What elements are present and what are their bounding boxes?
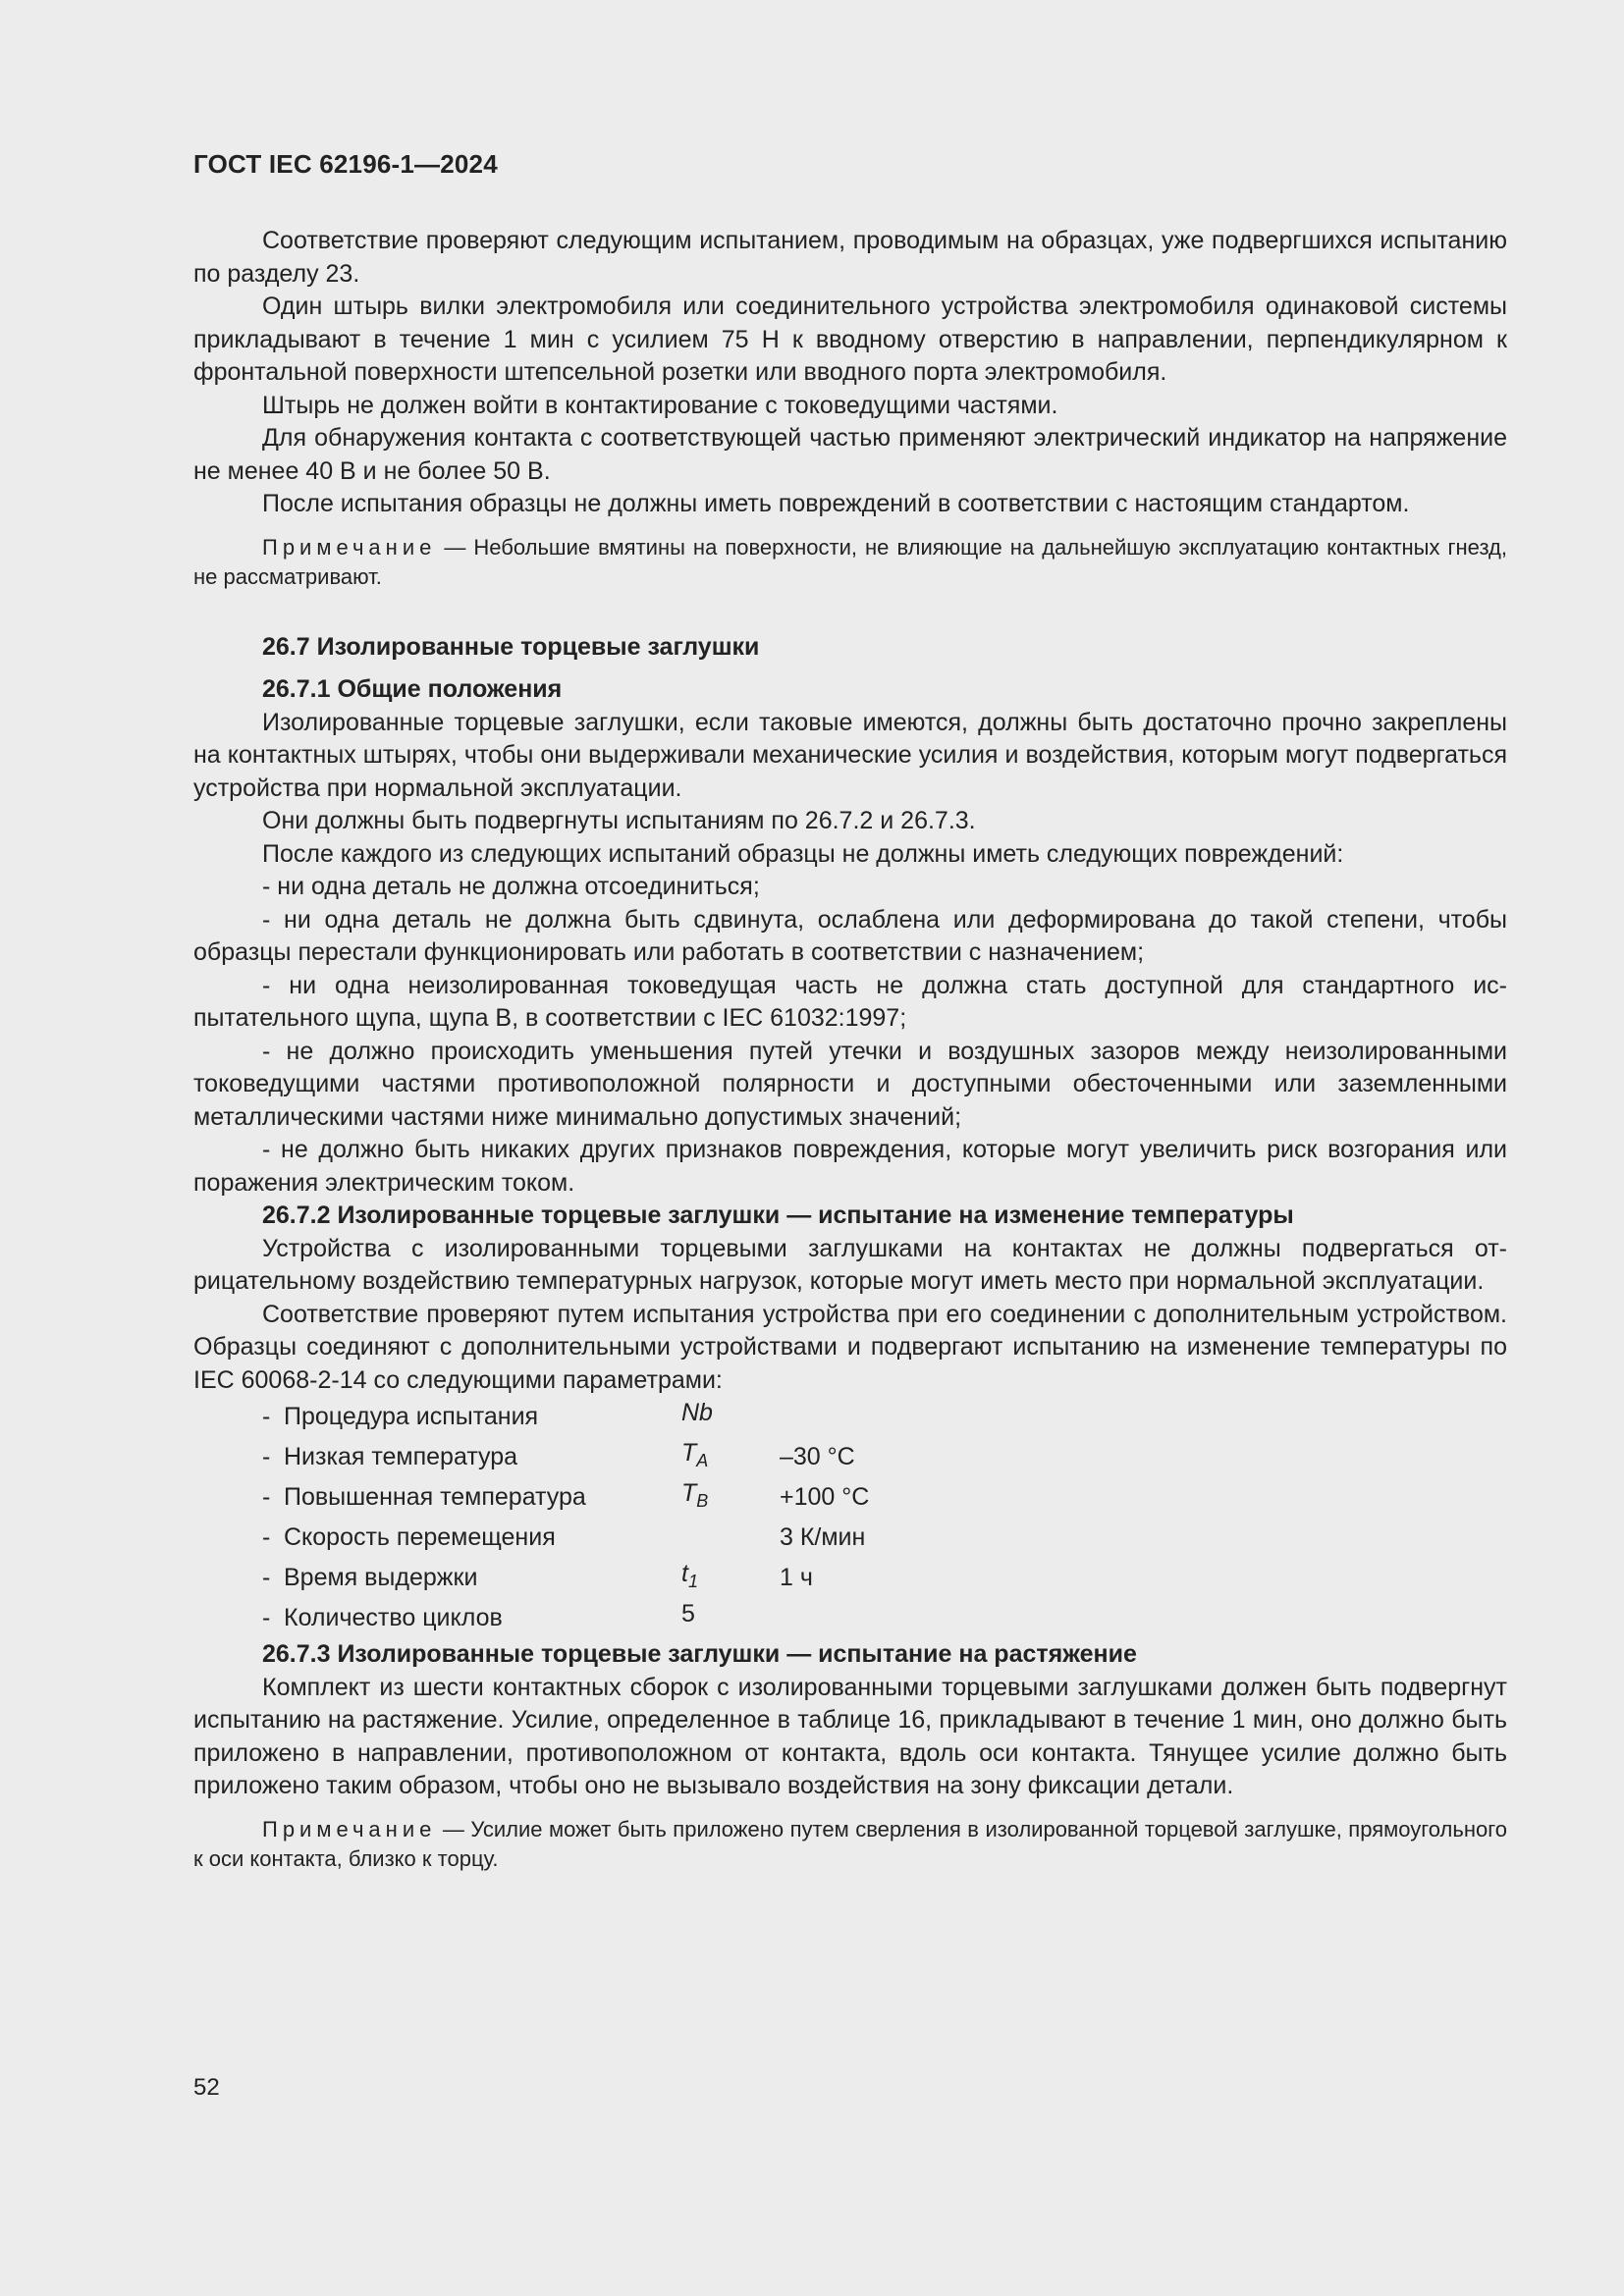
parameter-value: +100 °С [780, 1482, 870, 1511]
note [193, 1815, 1507, 1874]
list-dash: - [262, 1563, 271, 1591]
paragraph: Соответствие проверяют следующим испытанием, проводимым на образцах, уже подвергшихся испытанию по разделу 23. [193, 227, 1507, 288]
paragraph: Комплект из шести контактных сборок с изолированными торцевыми заглушками должен быть подвергнут испытанию на растяжение. Усилие, определенное в таблице 16, прикладывают в течение 1 мин, оно должно быть приложено в направлении, противоположном от контакта, вдоль оси контакта. Тянущее усилие должно быть приложено таким образом, чтобы оно не вызывало воздействия на зону фиксации детали. [193, 1673, 1507, 1799]
parameter-row [262, 1598, 1507, 1638]
parameter-name: Повышенная температура [284, 1482, 586, 1511]
page-number: 52 [193, 2074, 220, 2101]
parameter-list [262, 1397, 1507, 1638]
note-text: — Усилие может быть приложено путем сверления в изолированной торцевой заглушке, прямоугольного к оси контакта, близко к торцу. [193, 1816, 1507, 1871]
parameter-row [262, 1518, 1507, 1558]
page-content [193, 225, 1507, 1874]
parameter-row [262, 1477, 1507, 1518]
paragraph: После испытания образцы не должны иметь повреждений в соответствии с настоящим стандартом. [262, 490, 1410, 517]
paragraph: Они должны быть подвергнуты испытаниям по 26.7.2 и 26.7.3. [262, 807, 976, 834]
paragraph: Устройства с изолированными торцевыми заглушками на контактах не должны подвергаться отрицательному воздействию температурных нагрузок, которые могут иметь место при нормальной эксплуатации. [193, 1234, 1507, 1295]
list-dash: - [262, 1402, 271, 1430]
parameter-value: 1 ч [780, 1563, 813, 1591]
paragraph: Для обнаружения контакта с соответствующей частью применяют электрический индикатор на напряжение не менее 40 В и не более 50 В. [193, 424, 1507, 485]
list-dash: - [262, 1603, 271, 1631]
parameter-row [262, 1437, 1507, 1477]
parameter-symbol: Nb [681, 1398, 713, 1426]
parameter-row [262, 1558, 1507, 1598]
list-dash: - [262, 1442, 271, 1470]
parameter-symbol: $T_A$ [681, 1438, 709, 1470]
paragraph: Один штырь вилки электромобиля или соединительного устройства электромобиля одинаковой системы прикладывают в течение 1 мин с усилием 75 Н к вводному отверстию в направлении, перпендикулярном к фронтальной поверхности штепсельной розетки или вводного порта электромобиля. [193, 293, 1507, 386]
note-text: — Небольшие вмятины на поверхности, не влияющие на дальнейшую эксплуатацию контактных гнезд, не рассматривают. [193, 534, 1507, 589]
note-label: Примечание [262, 534, 437, 560]
paragraph: Изолированные торцевые заглушки, если таковые имеются, должны быть достаточно прочно закреплены на контактных штырях, чтобы они выдерживали механические усилия и воздействия, которым могут подвергаться устройства при нормальной эксплуатации. [193, 708, 1507, 802]
subsection-heading: 26.7.2 Изолированные торцевые заглушки — испытание на изменение температуры [262, 1201, 1294, 1229]
list-item: - не должно происходить уменьшения путей утечки и воздушных зазоров между неизолированными токоведущими частями противоположной полярности и доступными обесточенными или заземленными металлическими частями ниже минимально допустимых значений; [193, 1037, 1507, 1131]
parameter-row [262, 1397, 1507, 1437]
parameter-name: Скорость перемещения [284, 1522, 556, 1551]
subsection-heading: 26.7.3 Изолированные торцевые заглушки — испытание на растяжение [262, 1640, 1137, 1668]
parameter-symbol: $T_B$ [681, 1478, 709, 1511]
list-dash: - [262, 1522, 271, 1551]
parameter-value: –30 °С [780, 1442, 855, 1470]
paragraph: Штырь не должен войти в контактирование с токоведущими частями. [262, 391, 1058, 419]
parameter-name: Количество циклов [284, 1603, 503, 1631]
parameter-name: Низкая температура [284, 1442, 518, 1470]
paragraph: После каждого из следующих испытаний образцы не должны иметь следующих повреждений: [262, 839, 1344, 868]
parameter-symbol: $t_1$ [681, 1559, 698, 1591]
list-item: - ни одна деталь не должна быть сдвинута, ослаблена или деформирована до такой степени, чтобы образцы перестали функционировать или работать в соответствии с назначением; [193, 905, 1507, 966]
parameter-name: Время выдержки [284, 1563, 478, 1591]
paragraph: Соответствие проверяют путем испытания устройства при его соединении с дополнительным устройством. Образцы соединяют с дополнительными устройствами и подвергают испытанию на изменение температуры по IEC 60068-2-14 со следующими параметрами: [193, 1300, 1507, 1394]
parameter-value: 3 К/мин [780, 1522, 866, 1551]
document-header: ГОСТ IEC 62196-1—2024 [193, 149, 498, 179]
parameter-name: Процедура испытания [284, 1402, 539, 1430]
parameter-count: 5 [681, 1599, 695, 1628]
note [193, 533, 1507, 592]
section-heading: 26.7 Изолированные торцевые заглушки [262, 632, 760, 661]
list-dash: - [262, 1482, 271, 1511]
note-label: Примечание [262, 1816, 437, 1842]
subsection-heading: 26.7.1 Общие положения [262, 675, 563, 703]
list-item: - ни одна неизолированная токоведущая часть не должна стать доступной для стандартного испытательного щупа, щупа В, в соответствии с IEC 61032:1997; [193, 971, 1507, 1032]
list-item: - не должно быть никаких других признаков повреждения, которые могут увеличить риск возгорания или поражения электрическим током. [193, 1136, 1507, 1197]
list-item: - ни одна деталь не должна отсоединиться; [262, 873, 760, 900]
